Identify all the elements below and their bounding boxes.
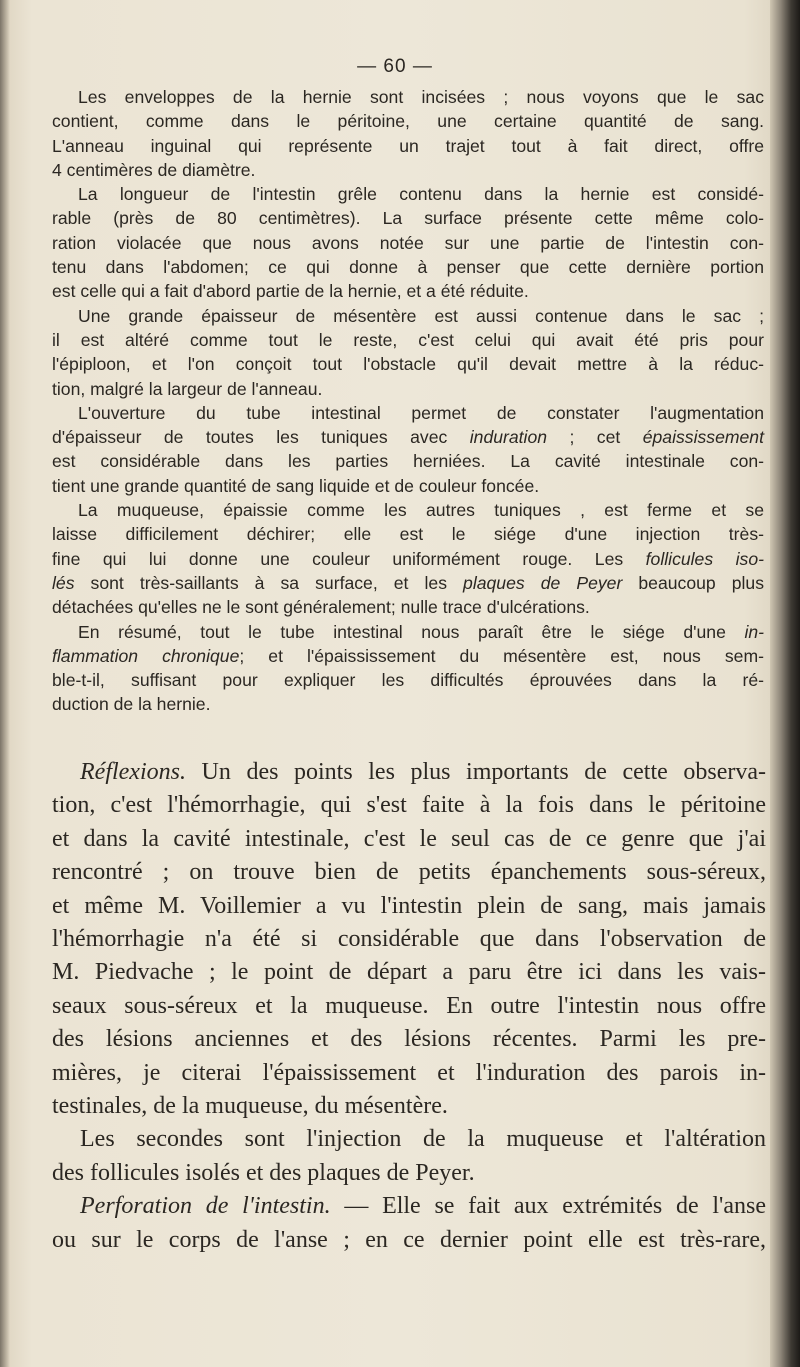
italic-term: induration xyxy=(469,427,548,448)
text-run: Un des points les plus importants de cette observa- xyxy=(185,759,766,785)
reflexions-text xyxy=(52,756,766,1257)
italic-term: flammation chronique xyxy=(52,645,240,666)
text-line: et même M. Voillemier a vu l'intestin plein de sang, mais jamais xyxy=(52,892,766,919)
section-label: Perforation de l'intestin. xyxy=(80,1193,331,1220)
text-line: L'ouverture du tube intestinal permet de constater l'augmentation xyxy=(78,402,764,423)
text-line xyxy=(52,620,764,644)
text-line: mières, je citerai l'épaississement et l'induration des parois in- xyxy=(52,1059,766,1086)
text-line: rable (près de 80 centimètres). La surface présente cette même colo- xyxy=(52,208,764,229)
text-line: il est altéré comme tout le reste, c'est celui qui avait été pris pour xyxy=(52,329,764,350)
text-line: M. Piedvache ; le point de départ a paru être ici dans les vais- xyxy=(52,959,766,986)
text-run: fine qui lui donne une couleur uniformément rouge. Les xyxy=(52,548,646,569)
text-line: est celle qui a fait d'abord partie de la hernie, et a été réduite. xyxy=(52,281,529,302)
text-run: beaucoup plus xyxy=(622,572,765,593)
text-line: ble-t-il, suffisant pour expliquer les difficultés éprouvées dans la ré- xyxy=(52,670,764,691)
text-line: détachées qu'elles ne le sont généralement; nulle trace d'ulcérations. xyxy=(52,597,590,618)
text-line: des follicules isolés et des plaques de Peyer. xyxy=(52,1159,475,1186)
text-line: tion, malgré la largeur de l'anneau. xyxy=(52,378,323,399)
text-line: des lésions anciennes et des lésions récentes. Parmi les pre- xyxy=(52,1026,766,1053)
text-line: et dans la cavité intestinale, c'est le seul cas de ce genre que j'ai xyxy=(52,825,766,852)
text-line xyxy=(52,1190,766,1223)
text-line: testinales, de la muqueuse, du mésentère. xyxy=(52,1093,448,1120)
text-line: tient une grande quantité de sang liquide et de couleur foncée. xyxy=(52,475,540,496)
text-line: 4 centimères de diamètre. xyxy=(52,159,256,180)
text-line xyxy=(52,571,764,595)
text-line: L'anneau inguinal qui représente un trajet tout à fait direct, offre xyxy=(52,135,764,156)
text-run: ; et l'épaississement du mésentère est, nous sem- xyxy=(239,645,764,666)
text-line xyxy=(52,425,764,449)
text-run: En résumé, tout le tube intestinal nous paraît être le siége d'une xyxy=(78,621,745,642)
book-binding-shadow xyxy=(770,0,800,1367)
text-line: ou sur le corps de l'anse ; en ce dernier point elle est très-rare, xyxy=(52,1226,766,1253)
text-line: seaux sous-séreux et la muqueuse. En outre l'intestin nous offre xyxy=(52,992,766,1019)
page-number: — 60 — xyxy=(357,56,433,77)
italic-term: in- xyxy=(744,621,764,642)
text-line: contient, comme dans le péritoine, une certaine quantité de sang. xyxy=(52,111,764,132)
text-line: rencontré ; on trouve bien de petits épanchements sous-séreux, xyxy=(52,859,766,886)
text-line: tion, c'est l'hémorrhagie, qui s'est faite à la fois dans le péritoine xyxy=(52,792,766,819)
text-line: duction de la hernie. xyxy=(52,694,211,715)
text-line: Les secondes sont l'injection de la muqueuse et l'altération xyxy=(80,1126,766,1153)
text-run: ; cet xyxy=(547,427,643,448)
text-line: Les enveloppes de la hernie sont incisées ; nous voyons que le sac xyxy=(78,87,764,107)
page-left-edge xyxy=(0,0,10,1367)
section-label: Réflexions. xyxy=(80,759,186,785)
italic-term: épaississement xyxy=(642,427,764,448)
text-line xyxy=(52,547,764,571)
text-run: — Elle se fait aux extrémités de l'anse xyxy=(330,1193,766,1220)
text-line xyxy=(52,644,764,668)
italic-term: follicules iso- xyxy=(645,548,764,569)
text-line: ration violacée que nous avons notée sur une partie de l'intestin con- xyxy=(52,232,764,253)
text-line: l'hémorrhagie n'a été si considérable que dans l'observation de xyxy=(52,926,766,953)
italic-term: lés xyxy=(52,572,75,593)
text-line: tenu dans l'abdomen; ce qui donne à penser que cette dernière portion xyxy=(52,257,764,278)
text-line: laisse difficilement déchirer; elle est le siége d'une injection très- xyxy=(52,524,764,545)
text-line xyxy=(52,756,766,789)
text-line: La longueur de l'intestin grêle contenu dans la hernie est considé- xyxy=(78,184,764,205)
text-line: est considérable dans les parties herniées. La cavité intestinale con- xyxy=(52,451,764,472)
italic-term: plaques de Peyer xyxy=(463,572,623,593)
text-line: La muqueuse, épaissie comme les autres tuniques , est ferme et se xyxy=(78,500,764,521)
text-run: d'épaisseur de toutes les tuniques avec xyxy=(52,427,470,448)
text-line: Une grande épaisseur de mésentère est aussi contenue dans le sac ; xyxy=(78,305,764,326)
text-run: sont très-saillants à sa surface, et les xyxy=(74,572,464,593)
text-line: l'épiploon, et l'on conçoit tout l'obstacle qu'il devait mettre à la réduc- xyxy=(52,354,764,375)
observation-text xyxy=(52,85,764,717)
